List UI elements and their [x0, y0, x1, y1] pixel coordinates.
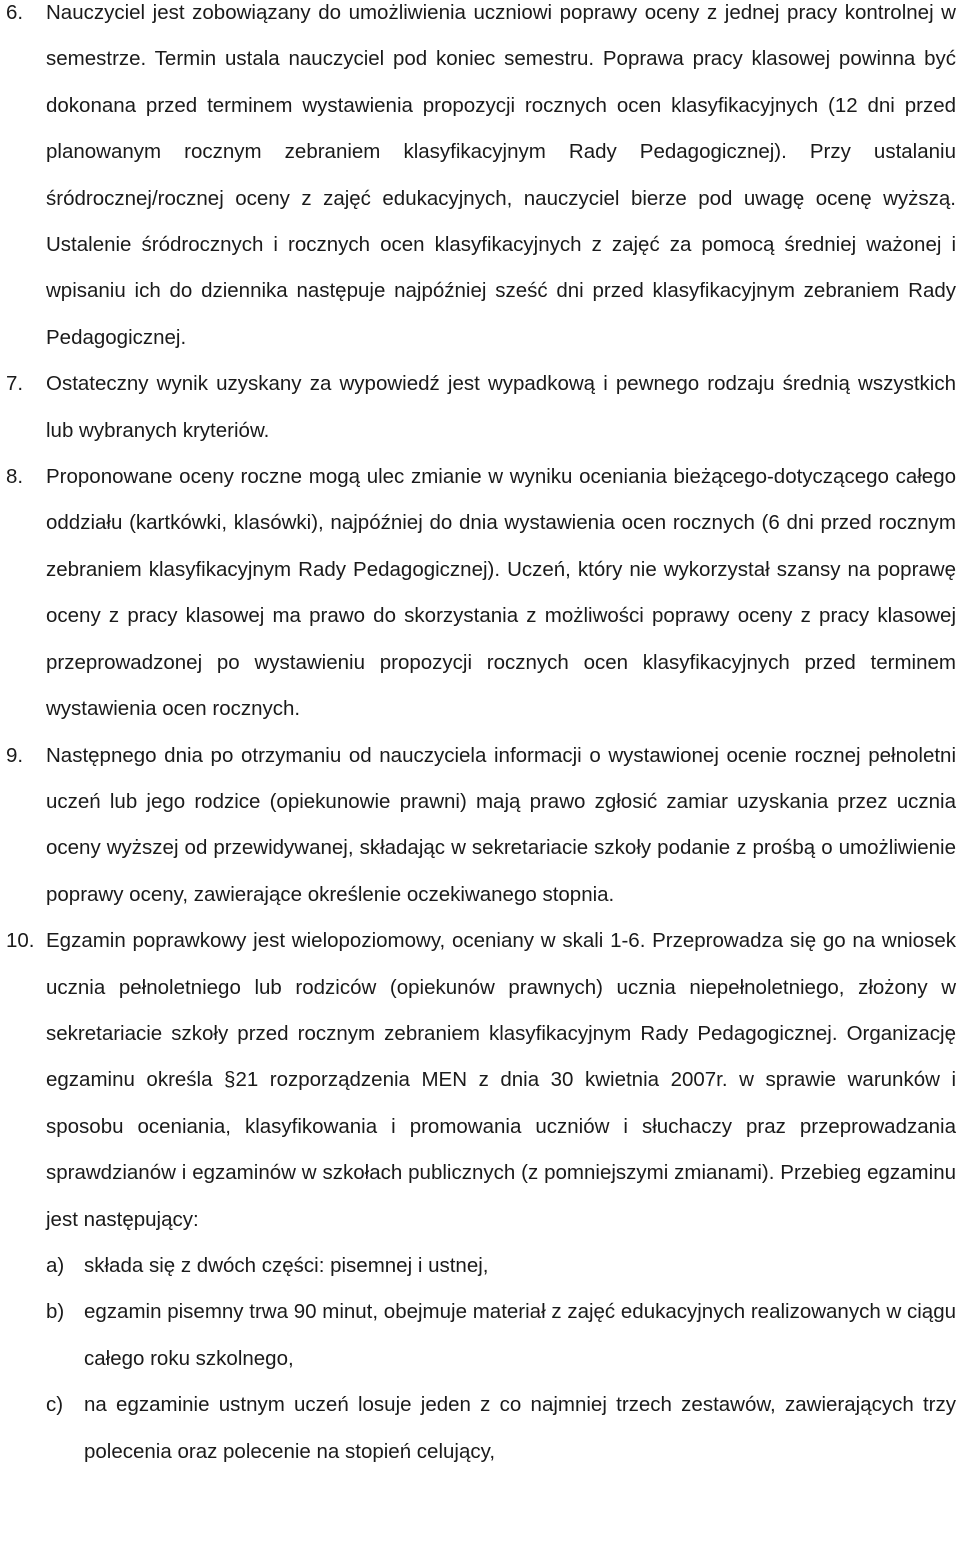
- sub-list-item: [0, 1243, 960, 1289]
- item-text: Ostateczny wynik uzyskany za wypowiedź jest wypadkową i pewnego rodzaju średnią wszystkich lub wybranych kryteriów.: [46, 372, 956, 442]
- list-item: [0, 0, 960, 361]
- item-number: 6.: [6, 1, 24, 24]
- item-text: Nauczyciel jest zobowiązany do umożliwienia uczniowi poprawy oceny z jednej pracy kontrolnej w semestrze. Termin ustala nauczyciel pod koniec semestru. Poprawa pracy klasowej powinna być dokonana przed terminem wystawienia propozycji rocznych ocen klasyfikacyjnych (12 dni przed planowanym rocznym zebraniem klasyfikacyjnym Rady Pedagogicznej). Przy ustalaniu śródrocznej/rocznej oceny z zajęć edukacyjnych, nauczyciel bierze pod uwagę ocenę wyższą. Ustalenie śródrocznych i rocznych ocen klasyfikacyjnych z zajęć za pomocą średniej ważonej i wpisaniu ich do dziennika następuje najpóźniej sześć dni przed klasyfikacyjnym zebraniem Rady Pedagogicznej.: [46, 1, 956, 349]
- item-text: Egzamin poprawkowy jest wielopoziomowy, oceniany w skali 1-6. Przeprowadza się go na wniosek ucznia pełnoletniego lub rodziców (opiekunów prawnych) ucznia niepełnoletniego, złożony w sekretariacie szkoły przed rocznym zebraniem klasyfikacyjnym Rady Pedagogicznej. Organizację egzaminu określa §21 rozporządzenia MEN z dnia 30 kwietnia 2007r. w sprawie warunków i sposobu oceniania, klasyfikowania i promowania uczniów i słuchaczy praz przeprowadzania sprawdzianów i egzaminów w szkołach publicznych (z pomniejszymi zmianami). Przebieg egzaminu jest następujący:: [46, 929, 956, 1231]
- sub-list-item: [0, 1289, 960, 1382]
- item-number: 7.: [6, 372, 24, 396]
- list-item: [0, 361, 960, 454]
- sub-item-text: składa się z dwóch części: pisemnej i ustnej,: [84, 1253, 489, 1277]
- sub-item-marker: a): [46, 1253, 65, 1277]
- sub-item-text: egzamin pisemny trwa 90 minut, obejmuje materiał z zajęć edukacyjnych realizowanych w ciągu całego roku szkolnego,: [84, 1300, 956, 1370]
- list-item: [0, 918, 960, 1243]
- item-text: Proponowane oceny roczne mogą ulec zmianie w wyniku oceniania bieżącego-dotyczącego całego oddziału (kartkówki, klasówki), najpóźniej do dnia wystawienia ocen rocznych (6 dni przed rocznym zebraniem klasyfikacyjnym Rady Pedagogicznej). Uczeń, który nie wykorzystał szansy na poprawę oceny z pracy klasowej ma prawo do skorzystania z możliwości poprawy oceny z pracy klasowej przeprowadzonej po wystawieniu propozycji rocznych ocen klasyfikacyjnych przed terminem wystawienia ocen rocznych.: [46, 465, 956, 721]
- item-number: 9.: [6, 743, 24, 767]
- item-number: 8.: [6, 465, 24, 489]
- sub-list-item: [0, 1382, 960, 1475]
- item-text: Następnego dnia po otrzymaniu od nauczyciela informacji o wystawionej ocenie rocznej pełnoletni uczeń lub jego rodzice (opiekunowie prawni) mają prawo zgłosić zamiar uzyskania przez ucznia oceny wyższej od przewidywanej, składając w sekretariacie szkoły podanie z prośbą o umożliwienie poprawy oceny, zawierające określenie oczekiwanego stopnia.: [46, 743, 956, 906]
- item-number: 10.: [6, 929, 35, 953]
- list-item: [0, 454, 960, 732]
- list-item: [0, 733, 960, 919]
- sub-item-text: na egzaminie ustnym uczeń losuje jeden z co najmniej trzech zestawów, zawierających trzy polecenia oraz polecenie na stopień celujący,: [84, 1393, 956, 1463]
- sub-item-marker: b): [46, 1300, 65, 1324]
- sub-item-marker: c): [46, 1393, 64, 1417]
